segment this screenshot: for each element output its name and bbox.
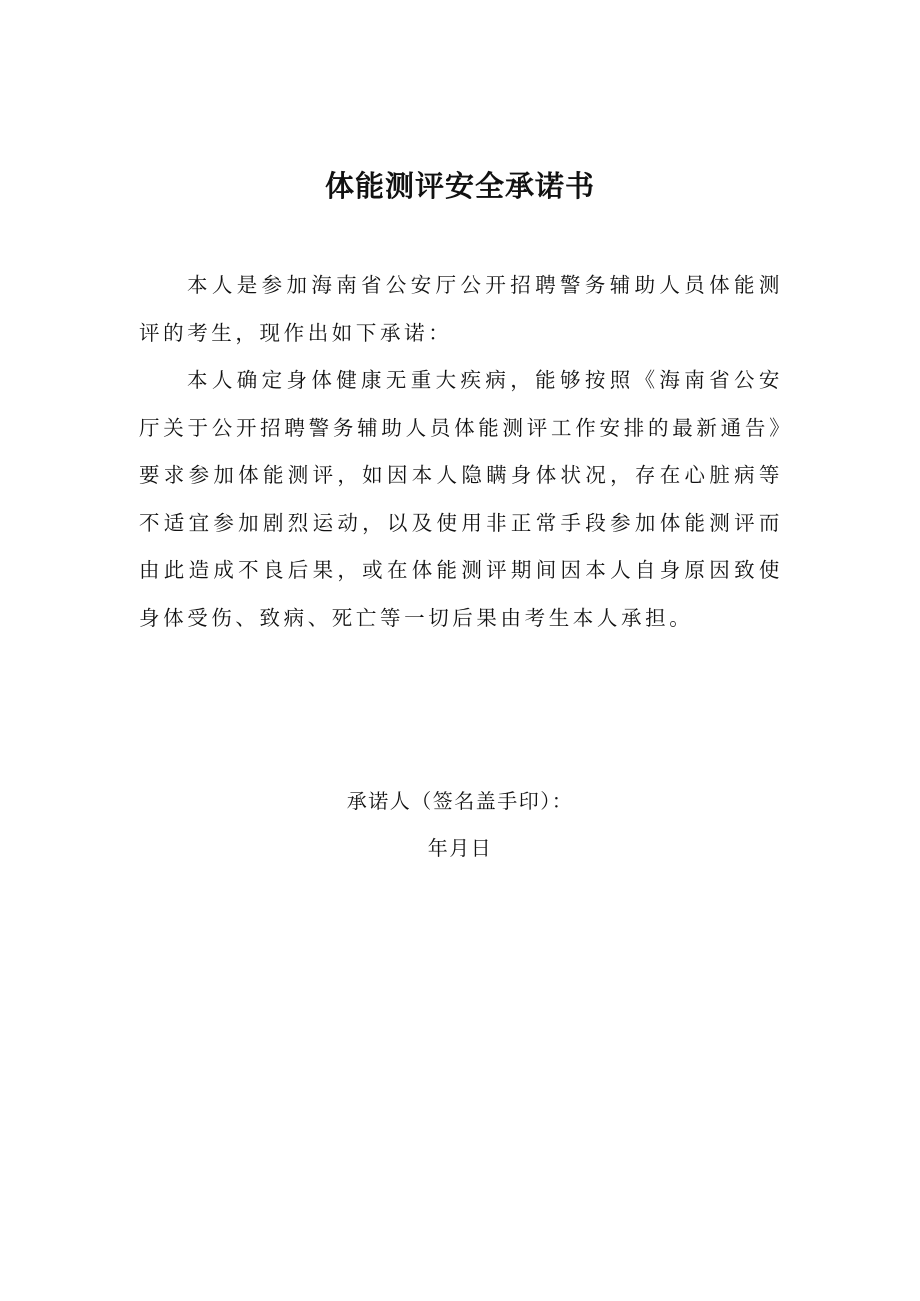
signature-block xyxy=(0,778,920,872)
intro-paragraph: 本人是参加海南省公安厅公开招聘警务辅助人员体能测评的考生，现作出如下承诺： xyxy=(139,273,783,345)
commitment-paragraph: 本人确定身体健康无重大疾病，能够按照《海南省公安厅关于公开招聘警务辅助人员体能测评工作安排的最新通告》要求参加体能测评，如因本人隐瞒身体状况，存在心脏病等不适宜参加剧烈运动，以及使用非正常手段参加体能测评而由此造成不良后果，或在体能测评期间因本人自身原因致使身体受伤、致病、死亡等一切后果由考生本人承担。 xyxy=(139,368,783,630)
document-body xyxy=(139,262,783,642)
signer-label: 承诺人（签名盖手印）： xyxy=(346,789,574,813)
document-title: 体能测评安全承诺书 xyxy=(324,169,595,203)
date-label: 年月日 xyxy=(427,836,493,860)
